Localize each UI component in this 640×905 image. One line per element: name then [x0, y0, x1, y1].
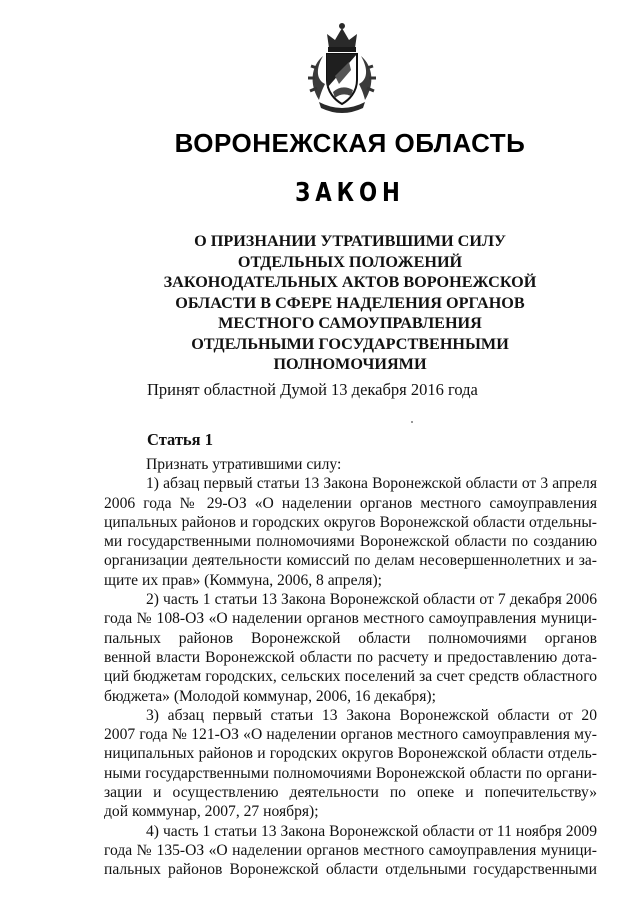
title-line: ОТДЕЛЬНЫМИ ГОСУДАРСТВЕННЫМИ	[191, 334, 509, 353]
title-line: ОБЛАСТИ В СФЕРЕ НАДЕЛЕНИЯ ОРГАНОВ	[175, 293, 525, 312]
document-type: ЗАКОН	[295, 178, 405, 208]
title-line: ОТДЕЛЬНЫХ ПОЛОЖЕНИЙ	[237, 252, 463, 271]
article-heading: Статья 1	[147, 430, 213, 449]
adoption-date: Принят областной Думой 13 декабря 2016 года	[147, 380, 478, 399]
law-title	[150, 231, 550, 375]
title-line: ПОЛНОМОЧИЯМИ	[273, 355, 427, 373]
body-line: года № 135-ОЗ «О наделении органов местного самоуправления муници-	[104, 841, 597, 859]
title-line: ЗАКОНОДАТЕЛЬНЫХ АКТОВ ВОРОНЕЖСКОЙ	[163, 273, 537, 291]
scan-speck	[411, 421, 413, 423]
body-line: 2006 года № 29-ОЗ «О наделении органов местного самоуправления	[104, 494, 597, 512]
body-line: 2) часть 1 статьи 13 Закона Воронежской области от 7 декабря 2006	[146, 591, 597, 609]
body-line: дой коммунар, 2007, 27 ноября);	[104, 803, 319, 821]
body-line: Признать утратившими силу:	[146, 456, 342, 473]
body-line: ципальных районов и городских округов Воронежской области отдельны-	[104, 513, 597, 531]
body-line: организации деятельности комиссий по делам несовершеннолетних и за-	[104, 552, 597, 570]
body-line: щите их прав» (Коммуна, 2006, 8 апреля);	[104, 571, 382, 589]
body-line: ниципальных районов и городских округов Воронежской области отдель-	[104, 745, 597, 763]
body-line: венной власти Воронежской области по расчету и предоставлению дота-	[104, 648, 597, 666]
body-line: ций бюджетам городских, сельских поселений за счет средств областного	[104, 668, 597, 686]
body-line: зации и осуществлению деятельности по опеке и попечительству»	[104, 784, 597, 802]
body-line: бюджета» (Молодой коммунар, 2006, 16 декабря);	[104, 687, 436, 705]
title-line: МЕСТНОГО САМОУПРАВЛЕНИЯ	[218, 314, 482, 332]
body-line: пальных районов Воронежской области полномочиями органов	[104, 629, 597, 647]
body-line: года № 108-ОЗ «О наделении органов местного самоуправления муници-	[104, 610, 597, 628]
title-line: О ПРИЗНАНИИ УТРАТИВШИМИ СИЛУ	[194, 232, 506, 250]
body-line: пальных районов Воронежской области отдельными государственными	[104, 861, 597, 879]
body-line: ми государственными полномочиями Воронежской области по созданию	[104, 533, 597, 551]
body-line: 1) абзац первый статьи 13 Закона Воронежской области от 3 апреля	[146, 475, 597, 493]
article-body	[104, 455, 597, 880]
body-line: ными государственными полномочиями Воронежской области по органи-	[104, 764, 597, 782]
region-name: ВОРОНЕЖСКАЯ ОБЛАСТЬ	[174, 128, 526, 158]
body-line: 3) абзац первый статьи 13 Закона Воронежской области от 20	[146, 706, 597, 724]
coat-of-arms-icon	[305, 18, 379, 116]
body-line: 2007 года № 121-ОЗ «О наделении органов местного самоуправления му-	[104, 726, 597, 744]
body-line: 4) часть 1 статьи 13 Закона Воронежской области от 11 ноября 2009	[146, 822, 597, 840]
